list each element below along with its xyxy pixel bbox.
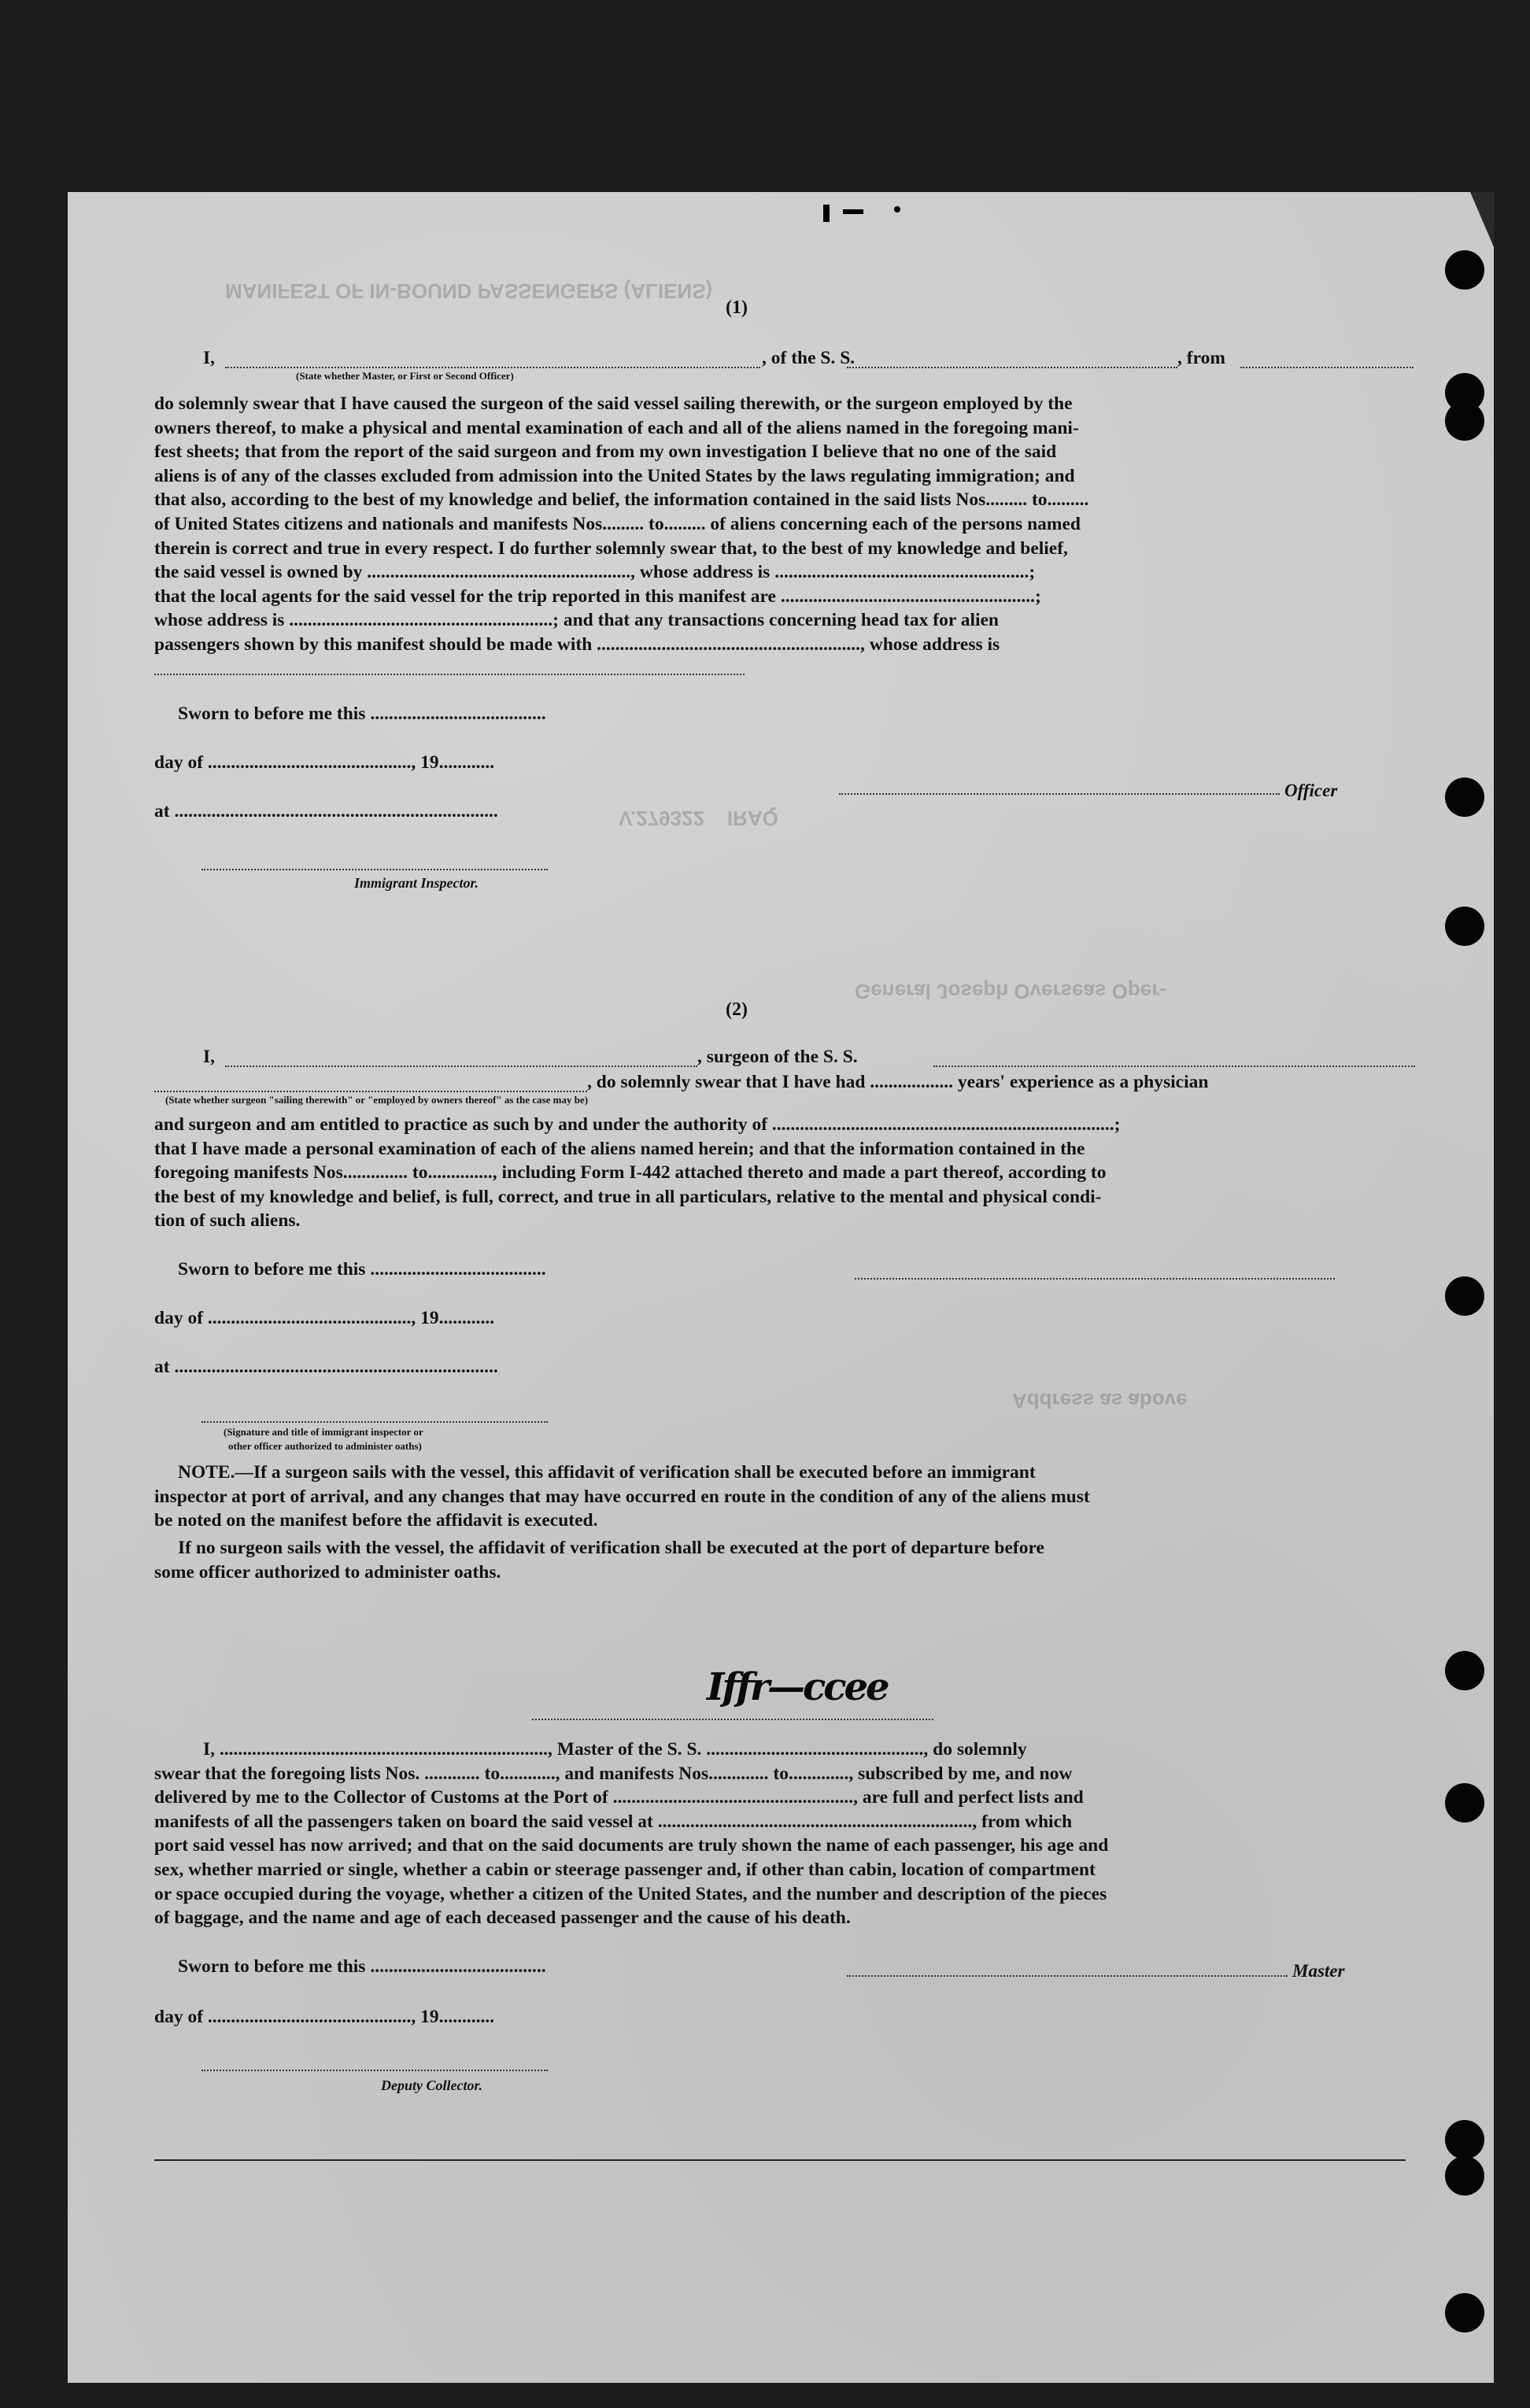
section-2-surgeon-of-ss: , surgeon of the S. S. (697, 1047, 858, 1067)
handwritten-signature: Iffr—ccee (707, 1665, 888, 1709)
bottom-rule (154, 2159, 1406, 2161)
binder-hole (1445, 1651, 1484, 1690)
inspector-signature-blank (201, 869, 548, 870)
torn-corner (1470, 192, 1494, 247)
binder-hole (1445, 907, 1484, 946)
bleed-through-text: V.279322 IRAQ (619, 807, 778, 830)
vessel-name-blank (847, 367, 1177, 368)
section-3-oath-text: I, ......................................................................., Master of the S. S. ..............................................., do solemnly swear that the foregoing lists Nos. ............ to............, and manifests Nos............. to............., subscribed by me, and now delivered by me to the Collector of Customs at the Port of ...................................................., are full and perfect lists and manifests of all the passengers taken on board the said vessel at ...................................................................., from which port said vessel has now arrived; and that on the said documents are truly shown the name of each passenger, his age and sex, whether married or single, whether a cabin or steerage passenger and, if other than cabin, location of compartment or space occupied during the voyage, whether a citizen of the United States, and the number and description of the pieces of baggage, and the name and age of each deceased passenger and the cause of his death. (154, 1739, 1109, 1929)
section-1-number: (1) (726, 297, 748, 318)
bleed-through-text: Address as above (1012, 1389, 1188, 1413)
surgeon-status-blank (154, 1091, 587, 1092)
section-1-sworn: Sworn to before me this ...................................... (178, 704, 546, 724)
binder-hole (1445, 1276, 1484, 1316)
deputy-collector-signature-blank (201, 2070, 548, 2071)
officer-signature-blank (839, 793, 1280, 795)
from-port-blank (1240, 367, 1414, 368)
section-2-at: at ...................................................................... (154, 1357, 498, 1377)
binder-hole (1445, 2120, 1484, 2159)
manifest-back-sheet (68, 192, 1494, 2383)
officer-rank-blank (225, 367, 760, 368)
binder-hole (1445, 2293, 1484, 2332)
oath-officer-signature-blank (201, 1421, 548, 1423)
section-3-sworn: Sworn to before me this ...................................... (178, 1956, 546, 1977)
section-2-number: (2) (726, 999, 748, 1020)
binder-hole (1445, 401, 1484, 441)
officer-caption: Officer (1284, 781, 1338, 800)
binder-hole (1445, 1783, 1484, 1823)
section-1-from: , from (1177, 348, 1225, 368)
section-1-i: I, (203, 348, 216, 368)
binder-hole (1445, 2156, 1484, 2196)
surgeon-name-blank (225, 1066, 697, 1067)
binder-hole (1445, 250, 1484, 290)
oath-officer-caption-2: other officer authorized to administer oaths) (228, 1440, 422, 1452)
section-2-oath-text: and surgeon and am entitled to practice as such by and under the authority of ..........................................................................; that I have made a personal examination of each of the aliens named herein; and that the information contained in the foregoing manifests Nos.............. to.............., including Form I-442 attached thereto and made a part thereof, according to the best of my knowledge and belief, is full, correct, and true in all particulars, relative to the mental and physical condi- tion of such aliens. (154, 1114, 1121, 1232)
ink-mark (843, 209, 863, 214)
address-continuation-blank (154, 674, 745, 675)
signature-line (532, 1719, 933, 1720)
section-3-day: day of ............................................, 19............ (154, 2007, 495, 2027)
surgeon-signature-blank (855, 1278, 1335, 1280)
note-text-2: If no surgeon sails with the vessel, the affidavit of verification shall be executed at the port of departure before some officer authorized to administer oaths. (154, 1538, 1044, 1583)
bleed-through-text: General Joseph Overseas Oper- (855, 980, 1166, 1003)
section-1-of-ss: , of the S. S. (762, 348, 856, 368)
binder-hole (1445, 777, 1484, 817)
section-2-sworn: Sworn to before me this ...................................... (178, 1259, 546, 1280)
master-signature-blank (847, 1975, 1288, 1977)
surgeon-vessel-blank (933, 1066, 1415, 1067)
bleed-through-text: MANIFEST OF IN-BOUND PASSENGERS (ALIENS) (225, 279, 713, 303)
section-1-day: day of ............................................, 19............ (154, 752, 495, 773)
section-2-years-experience: , do solemnly swear that I have had .................. years' experience as a physician (587, 1072, 1209, 1092)
note-text: NOTE.—If a surgeon sails with the vessel, this affidavit of verification shall be executed before an immigrant inspector at port of arrival, and any changes that may have occurred en route in the condition of any of the aliens must be noted on the manifest before the affidavit is executed. (154, 1462, 1090, 1531)
section-1-oath-text: do solemnly swear that I have caused the surgeon of the said vessel sailing therewith, or the surgeon employed by the owners thereof, to make a physical and mental examination of each and all of the aliens named in the foregoing mani- fest sheets; that from the report of the said surgeon and from my own investigation I believe that no one of the said aliens is of any of the classes excluded from admission into the United States by the laws regulating immigration; and that also, according to the best of my knowledge and belief, the information contained in the said lists Nos......... to......... of United States citizens and nationals and manifests Nos......... to......... of aliens concerning each of the persons named therein is correct and true in every respect. I do further solemnly swear that, to the best of my knowledge and belief, the said vessel is owned by ........................................................., whose address is .......................................................; that the local agents for the said vessel for the trip reported in this manifest are .......................................................; whose address is .........................................................; and that any transactions concerning head tax for alien passengers shown by this manifest should be made with ........................................................., whose address is (154, 393, 1089, 655)
section-2-day: day of ............................................, 19............ (154, 1308, 495, 1328)
ink-mark (823, 205, 830, 222)
oath-officer-caption-1: (Signature and title of immigrant inspector or (224, 1426, 423, 1438)
officer-rank-caption: (State whether Master, or First or Second Officer) (296, 370, 514, 382)
section-2-i: I, (203, 1047, 216, 1067)
master-caption: Master (1292, 1961, 1345, 1981)
immigrant-inspector-caption: Immigrant Inspector. (354, 875, 479, 891)
deputy-collector-caption: Deputy Collector. (381, 2077, 482, 2093)
ink-mark (894, 206, 900, 212)
section-1-at: at ...................................................................... (154, 801, 498, 822)
surgeon-status-caption: (State whether surgeon "sailing therewith" or "employed by owners thereof" as the case may be) (165, 1094, 589, 1106)
